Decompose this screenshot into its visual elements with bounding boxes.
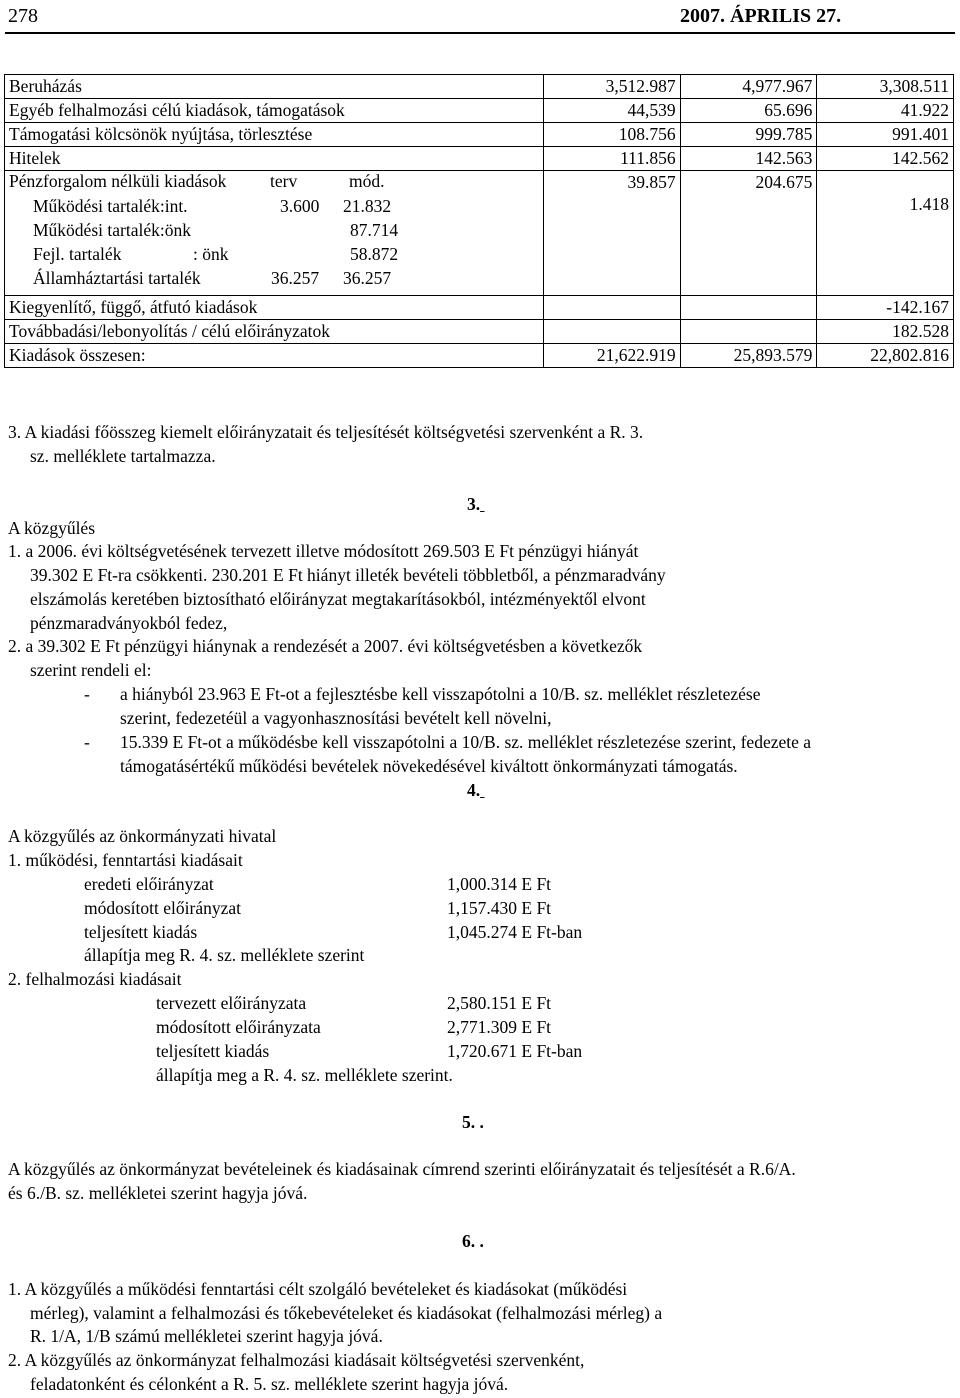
cell-value: 111.856 — [544, 147, 681, 171]
cell-value — [817, 171, 954, 296]
s3-line: 15.339 E Ft-ot a működésbe kell visszapótolni a 10/B. sz. melléklet részletezése szerint, fedezete a — [120, 732, 812, 752]
penz-sub-label: Működési tartalék:önk — [33, 220, 191, 240]
table-row — [5, 75, 954, 99]
s4-row-label: teljesített kiadás — [84, 922, 198, 942]
s4-item-2-end: állapítja meg a R. 4. sz. melléklete szerint. — [156, 1065, 453, 1085]
section-5-heading: 5. . — [462, 1112, 484, 1132]
s5-line: és 6./B. sz. mellékletei szerint hagyja jóvá. — [8, 1183, 308, 1203]
row-label: Hitelek — [5, 147, 544, 171]
row-label: Kiadások összesen: — [5, 344, 544, 368]
cell-value: 999.785 — [680, 123, 817, 147]
s3-line: szerint, fedezetéül a vagyonhasznosítási bevételt kell növelni, — [120, 708, 552, 728]
s4-row-label: teljesített kiadás — [156, 1041, 270, 1061]
penz-sub-label: Működési tartalék:int. — [33, 196, 188, 216]
penz-sub-label: : önk — [193, 244, 229, 264]
s4-row-value: 2,771.309 E Ft — [447, 1017, 552, 1037]
s4-row-label: módosított előirányzat — [84, 898, 241, 918]
penz-sub-value: 21.832 — [343, 196, 392, 216]
s4-row-label: eredeti előirányzat — [84, 874, 214, 894]
s3-line: A közgyűlés — [8, 518, 96, 538]
penz-label: Pénzforgalom nélküli kiadások — [9, 171, 227, 191]
penz-sub-value: 58.872 — [350, 244, 399, 264]
cell-value — [544, 320, 681, 344]
row-label: Egyéb felhalmozási célú kiadások, támogatások — [5, 99, 544, 123]
s3-line: támogatásértékű működési bevételek növekedésével kiváltott önkormányzati támogatás. — [120, 756, 738, 776]
cell-value: 182.528 — [817, 320, 954, 344]
cell-value: 142.562 — [817, 147, 954, 171]
cell-value: 4,977.967 — [680, 75, 817, 99]
cell-value: 3,512.987 — [544, 75, 681, 99]
cell-value: 39.857 — [544, 171, 681, 296]
s4-item-1-end: állapítja meg R. 4. sz. melléklete szerint — [84, 945, 365, 965]
cell-value: 991.401 — [817, 123, 954, 147]
table-row-total — [5, 344, 954, 368]
header-rule — [5, 32, 955, 34]
section-heading-text: 3. — [467, 494, 481, 514]
s3-line: 39.302 E Ft-ra csökkenti. 230.201 E Ft hiányt illeték bevételi többletből, a pénzmaradvány — [30, 565, 666, 585]
table-row — [5, 123, 954, 147]
budget-table — [4, 74, 954, 368]
page-date: 2007. ÁPRILIS 27. — [680, 5, 842, 27]
section-6-heading: 6. . — [462, 1231, 484, 1251]
s4-row-label: módosított előirányzata — [156, 1017, 321, 1037]
s3-line: 1. a 2006. évi költségvetésének tervezett illetve módosított 269.503 E Ft pénzügyi hiányát — [8, 541, 639, 561]
bullet-dash: - — [84, 684, 90, 704]
s4-row-value: 1,720.671 E Ft-ban — [447, 1041, 583, 1061]
s3-line: a hiányból 23.963 E Ft-ot a fejlesztésbe kell visszapótolni a 10/B. sz. melléklet részletezése — [120, 684, 761, 704]
penz-terv: terv — [270, 171, 298, 191]
section-4-heading — [467, 782, 485, 800]
table-row — [5, 147, 954, 171]
cell-value: 25,893.579 — [680, 344, 817, 368]
s4-intro: A közgyűlés az önkormányzati hivatal — [8, 826, 277, 846]
cell-value: 22,802.816 — [817, 344, 954, 368]
page-number: 278 — [8, 5, 38, 27]
bullet-dash: - — [84, 732, 90, 752]
s3-line: 2. a 39.302 E Ft pénzügyi hiánynak a rendezését a 2007. évi költségvetésben a következők — [8, 636, 643, 656]
s6-line: feladatonként és célonként a R. 5. sz. melléklete szerint hagyja jóvá. — [30, 1374, 509, 1394]
penz-sub-value: 87.714 — [350, 220, 399, 240]
penz-sub-value: 36.257 — [343, 268, 392, 288]
s3-line: elszámolás keretében biztosítható előirányzat megtakarításokból, intézményektől elvont — [30, 589, 646, 609]
s4-row-label: tervezett előirányzata — [156, 993, 307, 1013]
cell-value: 41.922 — [817, 99, 954, 123]
paragraph-3-line-1: 3. A kiadási főösszeg kiemelt előirányzatait és teljesítését költségvetési szervenként a R. 3. — [8, 422, 644, 442]
cell-value: 21,622.919 — [544, 344, 681, 368]
s6-line: mérleg), valamint a felhalmozási és tőkebevételeket és kiadásokat (felhalmozási mérleg) a — [30, 1303, 663, 1323]
s6-line: 2. A közgyűlés az önkormányzat felhalmozási kiadásait költségvetési szervenként, — [8, 1350, 585, 1370]
section-heading-text: 4. — [467, 780, 481, 800]
s4-row-value: 1,045.274 E Ft-ban — [447, 922, 583, 942]
penzforgalom-cell — [5, 171, 544, 296]
s3-line: szerint rendeli el: — [30, 660, 152, 680]
s4-row-value: 2,580.151 E Ft — [447, 993, 552, 1013]
s4-row-value: 1,000.314 E Ft — [447, 874, 552, 894]
row-label: Továbbadási/lebonyolítás / célú előirányzatok — [5, 320, 544, 344]
cell-value: 65.696 — [680, 99, 817, 123]
s6-line: R. 1/A, 1/B számú mellékletei szerint hagyja jóvá. — [30, 1326, 383, 1346]
cell-value — [680, 320, 817, 344]
s5-line: A közgyűlés az önkormányzat bevételeinek és kiadásainak címrend szerinti előirányzatait és teljesítését a R.6/A. — [8, 1159, 796, 1179]
penz-mod: mód. — [349, 171, 385, 191]
table-row-penzforgalom — [5, 171, 954, 296]
table-row — [5, 99, 954, 123]
section-3-heading — [467, 496, 485, 514]
s4-item-1: 1. működési, fenntartási kiadásait — [8, 850, 243, 870]
s4-row-value: 1,157.430 E Ft — [447, 898, 552, 918]
cell-value: 3,308.511 — [817, 75, 954, 99]
row-label: Kiegyenlítő, függő, átfutó kiadások — [5, 296, 544, 320]
table-row — [5, 320, 954, 344]
cell-value-inner: 1.418 — [909, 194, 949, 214]
cell-value: 44,539 — [544, 99, 681, 123]
penz-sub-label: Fejl. tartalék — [33, 244, 122, 264]
cell-value: 142.563 — [680, 147, 817, 171]
row-label: Beruházás — [5, 75, 544, 99]
row-label: Támogatási kölcsönök nyújtása, törlesztése — [5, 123, 544, 147]
paragraph-3-line-2: sz. melléklete tartalmazza. — [30, 446, 216, 466]
cell-value — [680, 296, 817, 320]
s6-line: 1. A közgyűlés a működési fenntartási célt szolgáló bevételeket és kiadásokat (működési — [8, 1279, 628, 1299]
cell-value — [544, 296, 681, 320]
cell-value: 204.675 — [680, 171, 817, 296]
cell-value: -142.167 — [817, 296, 954, 320]
penz-sub-label: Államháztartási tartalék — [33, 268, 201, 288]
s4-item-2: 2. felhalmozási kiadásait — [8, 969, 182, 989]
cell-value: 108.756 — [544, 123, 681, 147]
penz-sub-value: 36.257 — [271, 268, 320, 288]
s3-line: pénzmaradványokból fedez, — [30, 613, 228, 633]
table-row — [5, 296, 954, 320]
penz-sub-value: 3.600 — [280, 196, 320, 216]
